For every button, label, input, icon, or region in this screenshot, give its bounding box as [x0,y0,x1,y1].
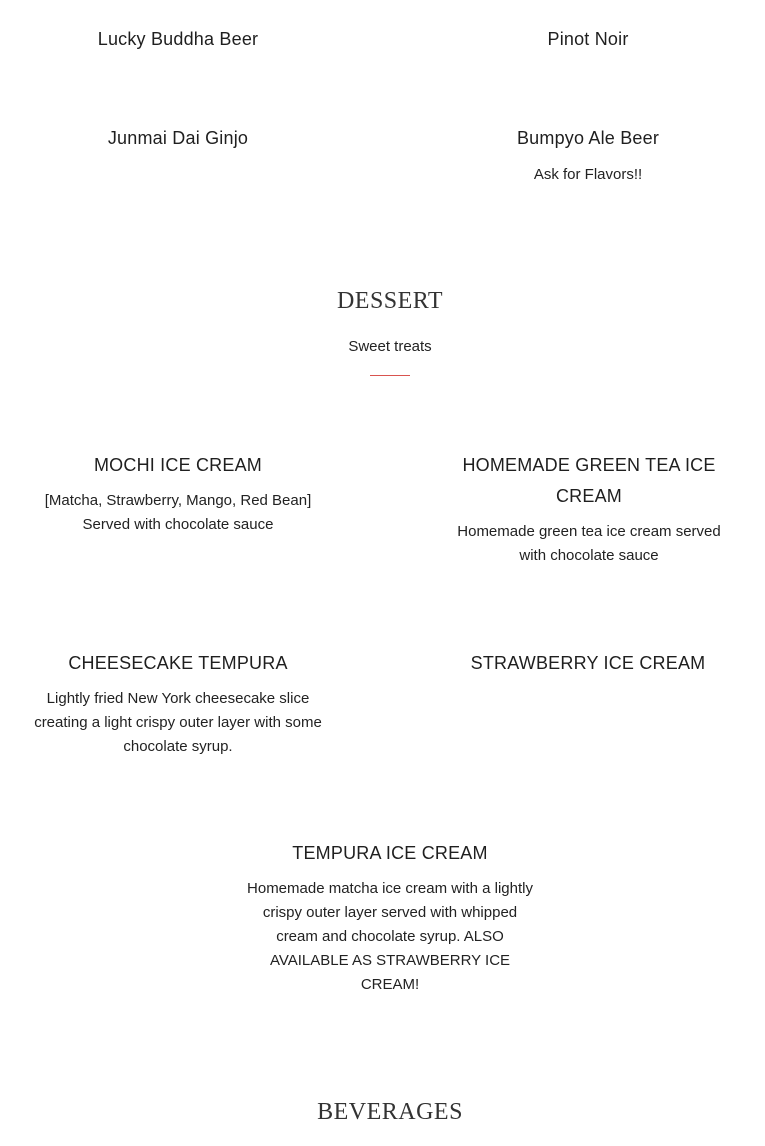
item-description: Ask for Flavors!! [533,166,643,183]
menu-item-cheesecake-tempura [28,648,328,759]
item-name: Lucky Buddha Beer [97,29,259,49]
section-subtitle-dessert: Sweet treats [348,338,432,355]
item-name: STRAWBERRY ICE CREAM [470,653,706,673]
item-name: Pinot Noir [547,29,629,49]
menu-item-mochi-ice-cream [28,450,328,537]
item-name: Bumpyo Ale Beer [516,128,660,148]
menu-item-pinot-noir [438,24,738,55]
section-divider [370,375,410,376]
menu-item-homemade-green-tea-ice-cream [444,450,734,568]
item-description: Homemade matcha ice cream with a lightly crispy outer layer served with whipped cream and chocolate syrup. ALSO AVAILABLE AS STRAWBERRY ICE CREAM! [247,880,533,993]
item-name: CHEESECAKE TEMPURA [68,653,288,673]
item-name: Junmai Dai Ginjo [107,128,249,148]
item-name: TEMPURA ICE CREAM [292,843,488,863]
menu-item-lucky-buddha-beer [28,24,328,55]
item-name: MOCHI ICE CREAM [93,455,262,475]
menu-item-junmai-dai-ginjo [28,123,328,154]
menu-item-strawberry-ice-cream [438,648,738,679]
section-title-dessert: DESSERT [336,288,444,314]
menu-item-tempura-ice-cream [245,838,535,997]
item-description: Homemade green tea ice cream served with chocolate sauce [457,523,721,564]
item-name: HOMEMADE GREEN TEA ICE CREAM [462,455,716,506]
section-title-beverages: BEVERAGES [317,1099,463,1125]
item-description: Lightly fried New York cheesecake slice creating a light crispy outer layer with some chocolate syrup. [34,690,322,755]
item-description: [Matcha, Strawberry, Mango, Red Bean] Served with chocolate sauce [44,492,312,533]
menu-item-bumpyo-ale-beer [438,123,738,187]
